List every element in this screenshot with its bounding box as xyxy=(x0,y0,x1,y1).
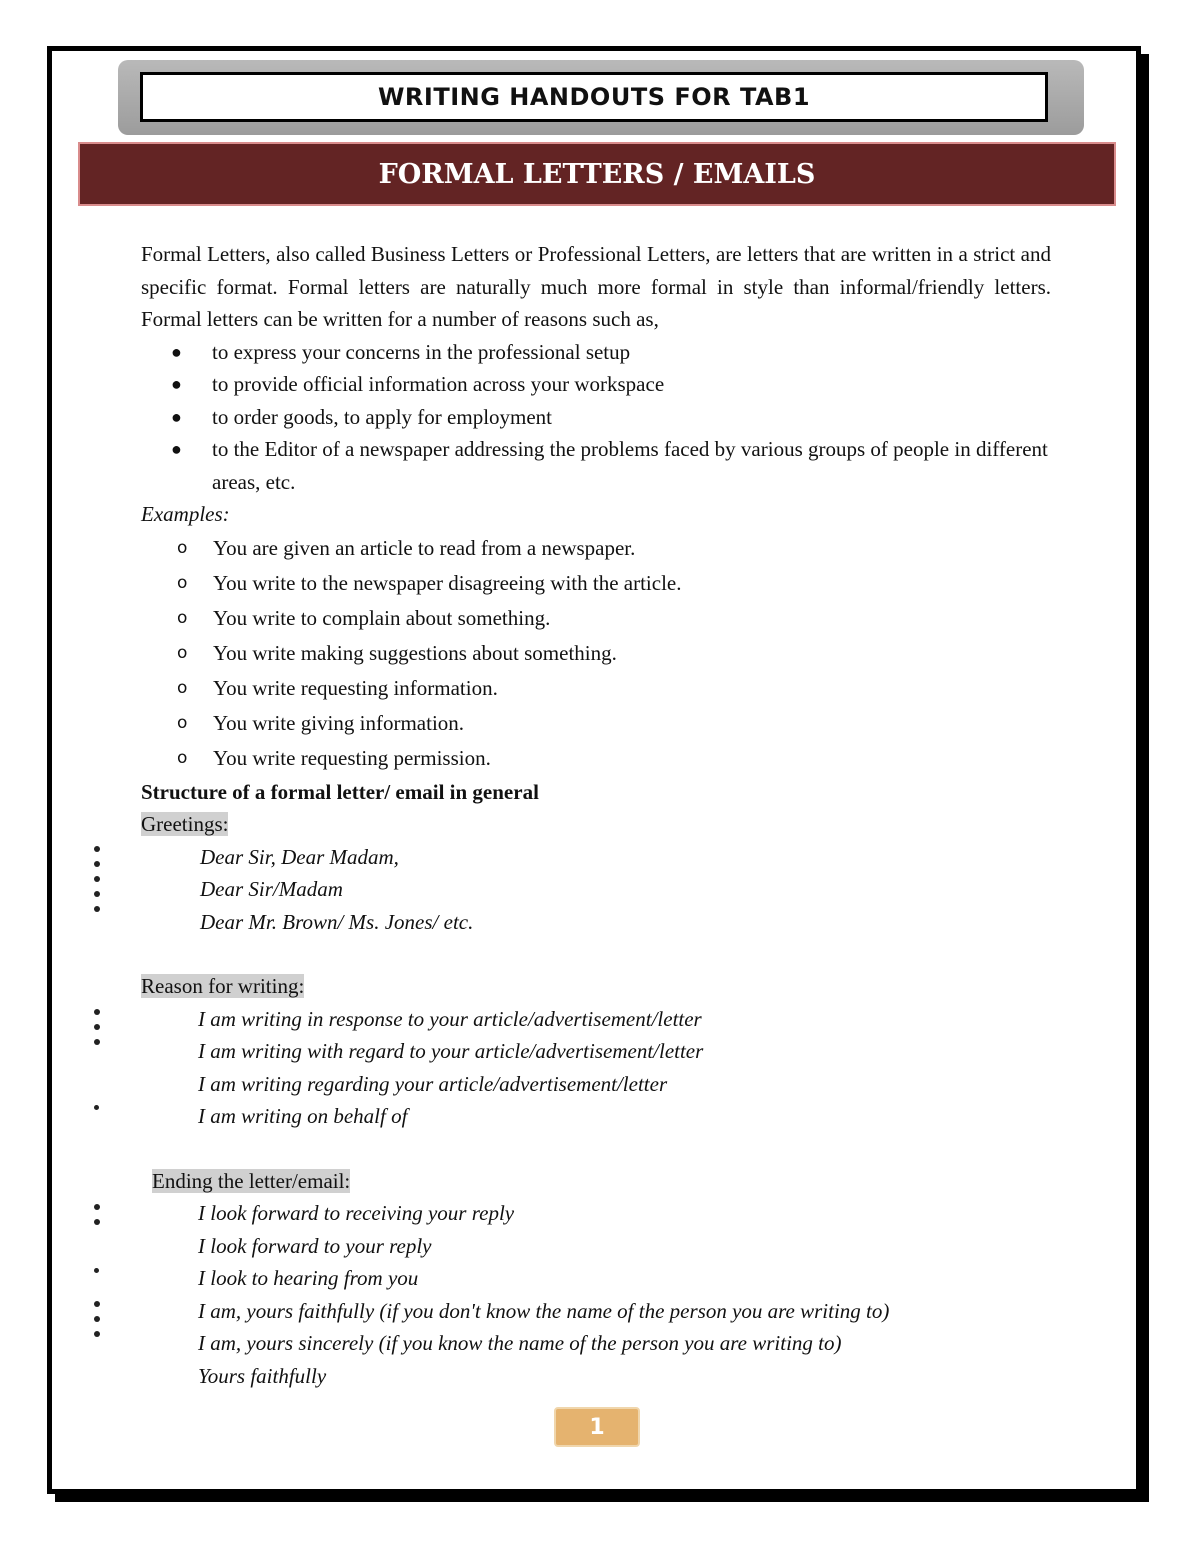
list-item: ● to order goods, to apply for employment xyxy=(171,401,1051,434)
phrase-line: Yours faithfully xyxy=(198,1363,327,1388)
phrase-line: I am writing on behalf of xyxy=(198,1104,408,1128)
reasons-list xyxy=(141,336,1051,499)
circle-bullet-icon: o xyxy=(177,537,188,558)
bullet-icon: ● xyxy=(171,341,182,362)
reason-section xyxy=(141,970,1051,1133)
greetings-section xyxy=(141,808,1051,938)
list-item: o You write requesting information. xyxy=(177,671,1051,706)
bullet-icon: ● xyxy=(171,439,182,459)
margin-dots-icon xyxy=(94,846,102,921)
reason-label: Reason for writing: xyxy=(141,974,305,998)
circle-bullet-icon: o xyxy=(177,572,188,593)
title-banner: FORMAL LETTERS / EMAILS xyxy=(78,142,1116,206)
margin-dots-icon xyxy=(94,1301,102,1346)
ending-section xyxy=(141,1165,1051,1393)
intro-paragraph: Formal Letters, also called Business Letters or Professional Letters, are letters that are written in a strict and specific format. Formal letters are naturally much more formal in style than informal/friendly letters. Formal letters can be written for a number of reasons such as, xyxy=(141,242,1051,331)
circle-bullet-icon: o xyxy=(177,747,188,768)
list-item: o You write to the newspaper disagreeing with the article. xyxy=(177,566,1051,601)
phrase-line: I look forward to your reply xyxy=(198,1233,432,1258)
margin-dots-icon xyxy=(94,1204,102,1234)
phrase-line: Dear Sir/Madam xyxy=(200,877,343,901)
margin-dots-icon xyxy=(94,1009,102,1054)
bullet-icon: ● xyxy=(171,406,182,427)
examples-label: Examples: xyxy=(141,502,230,526)
list-item: ● to the Editor of a newspaper addressing the problems faced by various groups of people in different areas, etc. xyxy=(171,433,1051,498)
phrase-line: I look forward to receiving your reply xyxy=(198,1201,515,1225)
list-item: o You are given an article to read from a newspaper. xyxy=(177,531,1051,566)
document-body xyxy=(141,238,1051,1392)
list-item: o You write making suggestions about something. xyxy=(177,636,1051,671)
bullet-icon: ● xyxy=(171,374,182,394)
structure-heading: Structure of a formal letter/ email in general xyxy=(141,779,539,804)
circle-bullet-icon: o xyxy=(177,712,188,733)
circle-bullet-icon: o xyxy=(177,677,188,698)
list-item: o You write giving information. xyxy=(177,706,1051,741)
list-item: o You write to complain about something. xyxy=(177,601,1051,636)
examples-list xyxy=(141,531,1051,776)
circle-bullet-icon: o xyxy=(177,642,188,663)
document-header: WRITING HANDOUTS FOR TAB1 xyxy=(140,72,1048,122)
phrase-line: Dear Sir, Dear Madam, xyxy=(200,844,399,869)
phrase-line: I am, yours faithfully (if you don't know the name of the person you are writing to) xyxy=(198,1298,890,1323)
page-number-badge: 1 xyxy=(554,1407,640,1447)
ending-label: Ending the letter/email: xyxy=(152,1168,351,1193)
phrase-line: I am, yours sincerely (if you know the name of the person you are writing to) xyxy=(198,1331,842,1355)
greetings-label: Greetings: xyxy=(141,812,229,836)
list-item: ● to provide official information across your workspace xyxy=(171,368,1051,401)
margin-dots-icon xyxy=(94,1268,102,1282)
list-item: ● to express your concerns in the professional setup xyxy=(171,336,1051,369)
list-item: o You write requesting permission. xyxy=(177,741,1051,776)
phrase-line: I am writing in response to your article/advertisement/letter xyxy=(198,1006,702,1031)
margin-dots-icon xyxy=(94,1105,102,1119)
phrase-line: I am writing regarding your article/advertisement/letter xyxy=(198,1071,668,1096)
circle-bullet-icon: o xyxy=(177,607,188,628)
phrase-line: I am writing with regard to your article/advertisement/letter xyxy=(198,1039,704,1063)
phrase-line: I look to hearing from you xyxy=(198,1266,419,1290)
phrase-line: Dear Mr. Brown/ Ms. Jones/ etc. xyxy=(200,909,474,934)
